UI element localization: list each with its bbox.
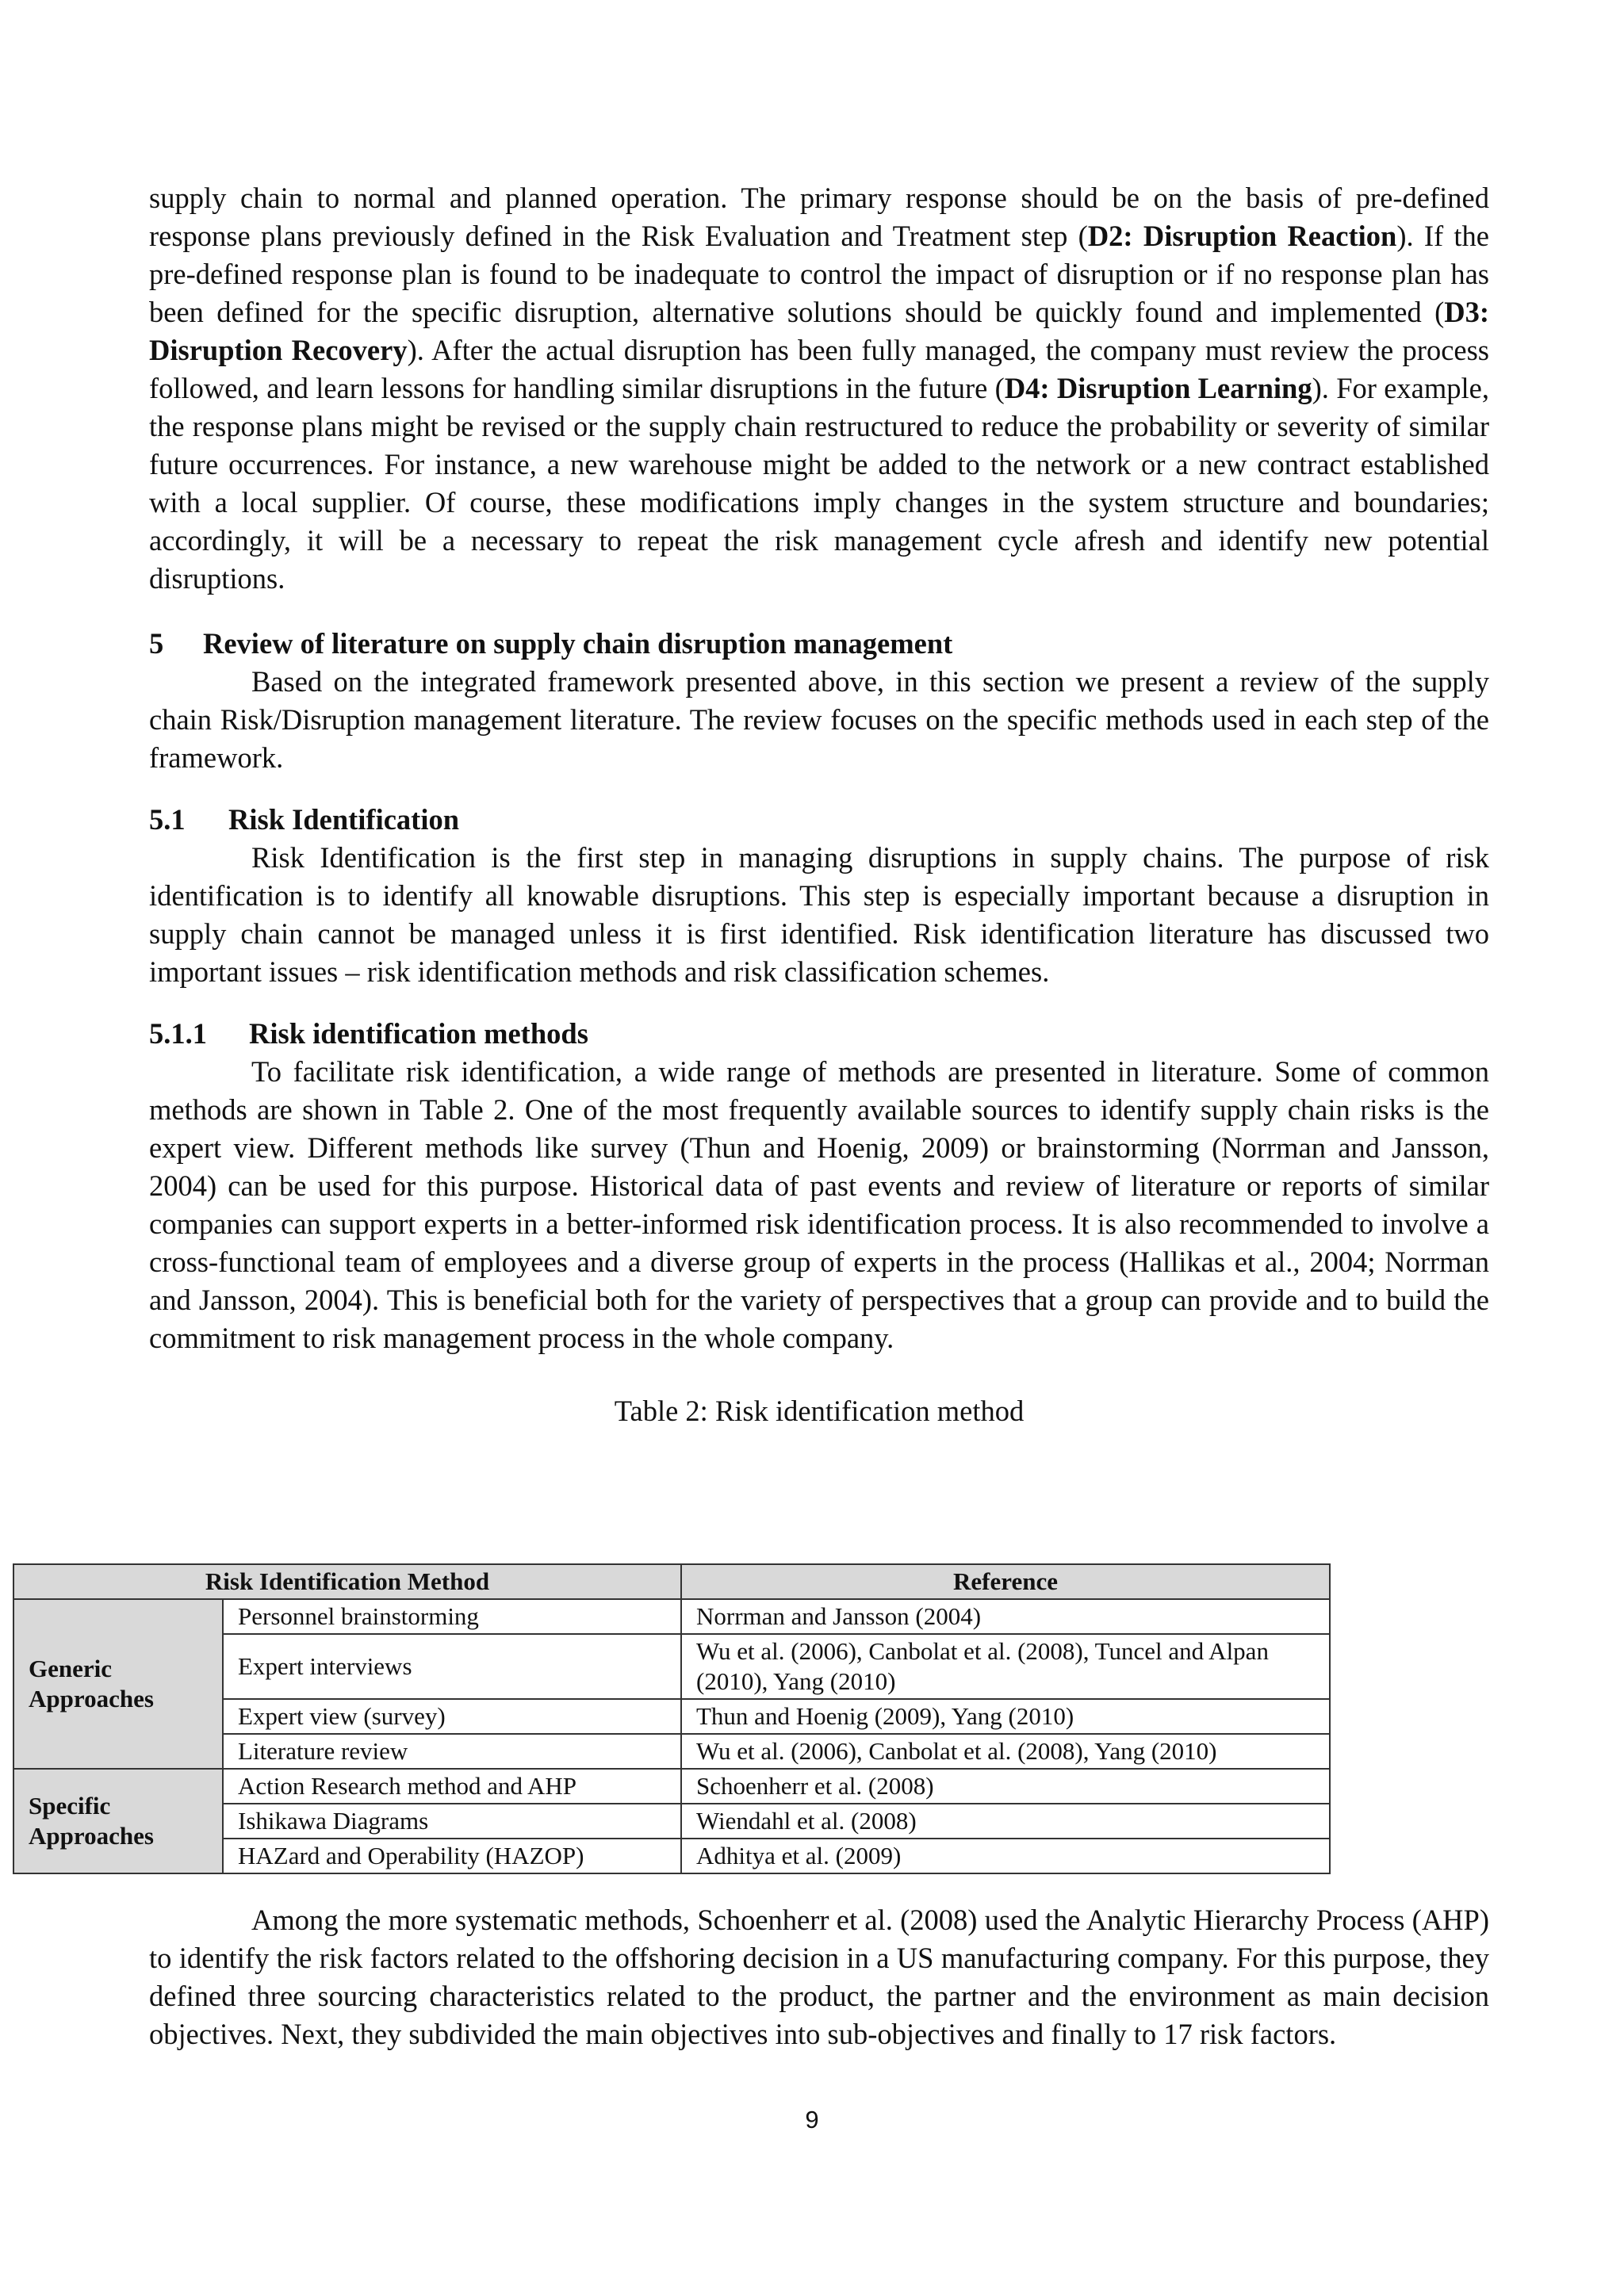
table-caption: Table 2: Risk identification method bbox=[614, 1395, 1025, 1427]
section-5-paragraph: Based on the integrated framework presented above, in this section we present a review of the supply chain Risk/Disruption management literature. The review focuses on the specific methods used in each step of the framework. bbox=[149, 665, 1489, 774]
closing-section bbox=[149, 1901, 1489, 2053]
section-5-1-paragraph: Risk Identification is the first step in managing disruptions in supply chains. The purpose of risk identification is to identify all knowable disruptions. This step is especially important because a disruption in supply chain cannot be managed unless it is first identified. Risk identification literature has discussed two important issues – risk identification methods and risk classification schemes. bbox=[149, 841, 1489, 988]
table-header-row bbox=[13, 1564, 1330, 1599]
method-cell: Action Research method and AHP bbox=[223, 1769, 681, 1804]
header-reference: Reference bbox=[681, 1564, 1330, 1599]
risk-identification-table bbox=[13, 1563, 1331, 1874]
method-cell: Expert interviews bbox=[223, 1634, 681, 1699]
term-d3: D3: Disruption Recovery bbox=[149, 296, 1489, 366]
term-d2: D2: Disruption Reaction bbox=[1087, 220, 1397, 252]
page-body bbox=[149, 179, 1489, 1430]
method-cell: HAZard and Operability (HAZOP) bbox=[223, 1839, 681, 1873]
reference-cell: Wu et al. (2006), Canbolat et al. (2008), Yang (2010) bbox=[681, 1734, 1330, 1769]
paragraph-disruption-response: supply chain to normal and planned operation. The primary response should be on the basis of pre-defined response plans previously defined in the Risk Evaluation and Treatment step (D2: Disruption Reaction). If the pre-defined response plan is found to be inadequate to control the impact of disruption or if no response plan has been defined for the specific disruption, alternative solutions should be quickly found and implemented (D3: Disruption Recovery). After the actual disruption has been fully managed, the company must review the process followed, and learn lessons for handling similar disruptions in the future (D4: Disruption Learning). For example, the response plans might be revised or the supply chain restructured to reduce the probability or severity of similar future occurrences. For instance, a new warehouse might be added to the network or a new contract established with a local supplier. Of course, these modifications imply changes in the system structure and boundaries; accordingly, it will be a necessary to repeat the risk management cycle afresh and identify new potential disruptions. bbox=[149, 182, 1490, 595]
method-cell: Personnel brainstorming bbox=[223, 1599, 681, 1634]
method-cell: Expert view (survey) bbox=[223, 1699, 681, 1734]
group-generic-approaches: Generic Approaches bbox=[13, 1599, 223, 1769]
table-row bbox=[13, 1769, 1330, 1804]
reference-cell: Schoenherr et al. (2008) bbox=[681, 1769, 1330, 1804]
reference-cell: Thun and Hoenig (2009), Yang (2010) bbox=[681, 1699, 1330, 1734]
term-d4: D4: Disruption Learning bbox=[1004, 372, 1312, 404]
reference-cell: Norrman and Jansson (2004) bbox=[681, 1599, 1330, 1634]
reference-cell: Wiendahl et al. (2008) bbox=[681, 1804, 1330, 1839]
section-5-1-1-paragraph: To facilitate risk identification, a wide range of methods are presented in literature. Some of common methods are shown in Table 2. One of the most frequently available sources to identify supply chain risks is the expert view. Different methods like survey (Thun and Hoenig, 2009) or brainstorming (Norrman and Jansson, 2004) can be used for this purpose. Historical data of past events and review of literature or reports of similar companies can support experts in a better-informed risk identification process. It is also recommended to involve a cross-functional team of employees and a diverse group of experts in the process (Hallikas et al., 2004; Norrman and Jansson, 2004). This is beneficial both for the variety of perspectives that a group can provide and to build the commitment to risk management process in the whole company. bbox=[149, 1055, 1489, 1354]
method-cell: Literature review bbox=[223, 1734, 681, 1769]
section-5-1-heading: 5.1 Risk Identification bbox=[149, 803, 460, 836]
header-method: Risk Identification Method bbox=[13, 1564, 681, 1599]
method-cell: Ishikawa Diagrams bbox=[223, 1804, 681, 1839]
section-5-1-1-heading: 5.1.1 Risk identification methods bbox=[149, 1017, 588, 1050]
section-5-heading: 5 Review of literature on supply chain disruption management bbox=[149, 627, 953, 660]
reference-cell: Adhitya et al. (2009) bbox=[681, 1839, 1330, 1873]
page-number: 9 bbox=[805, 2106, 819, 2133]
reference-cell: Wu et al. (2006), Canbolat et al. (2008), Tuncel and Alpan (2010), Yang (2010) bbox=[681, 1634, 1330, 1699]
paragraph-ahp: Among the more systematic methods, Schoenherr et al. (2008) used the Analytic Hierarchy Process (AHP) to identify the risk factors related to the offshoring decision in a US manufacturing company. For this purpose, they defined three sourcing characteristics related to the product, the partner and the environment as main decision objectives. Next, they subdivided the main objectives into sub-objectives and finally to 17 risk factors. bbox=[149, 1904, 1489, 2050]
group-specific-approaches: Specific Approaches bbox=[13, 1769, 223, 1873]
table-row bbox=[13, 1599, 1330, 1634]
